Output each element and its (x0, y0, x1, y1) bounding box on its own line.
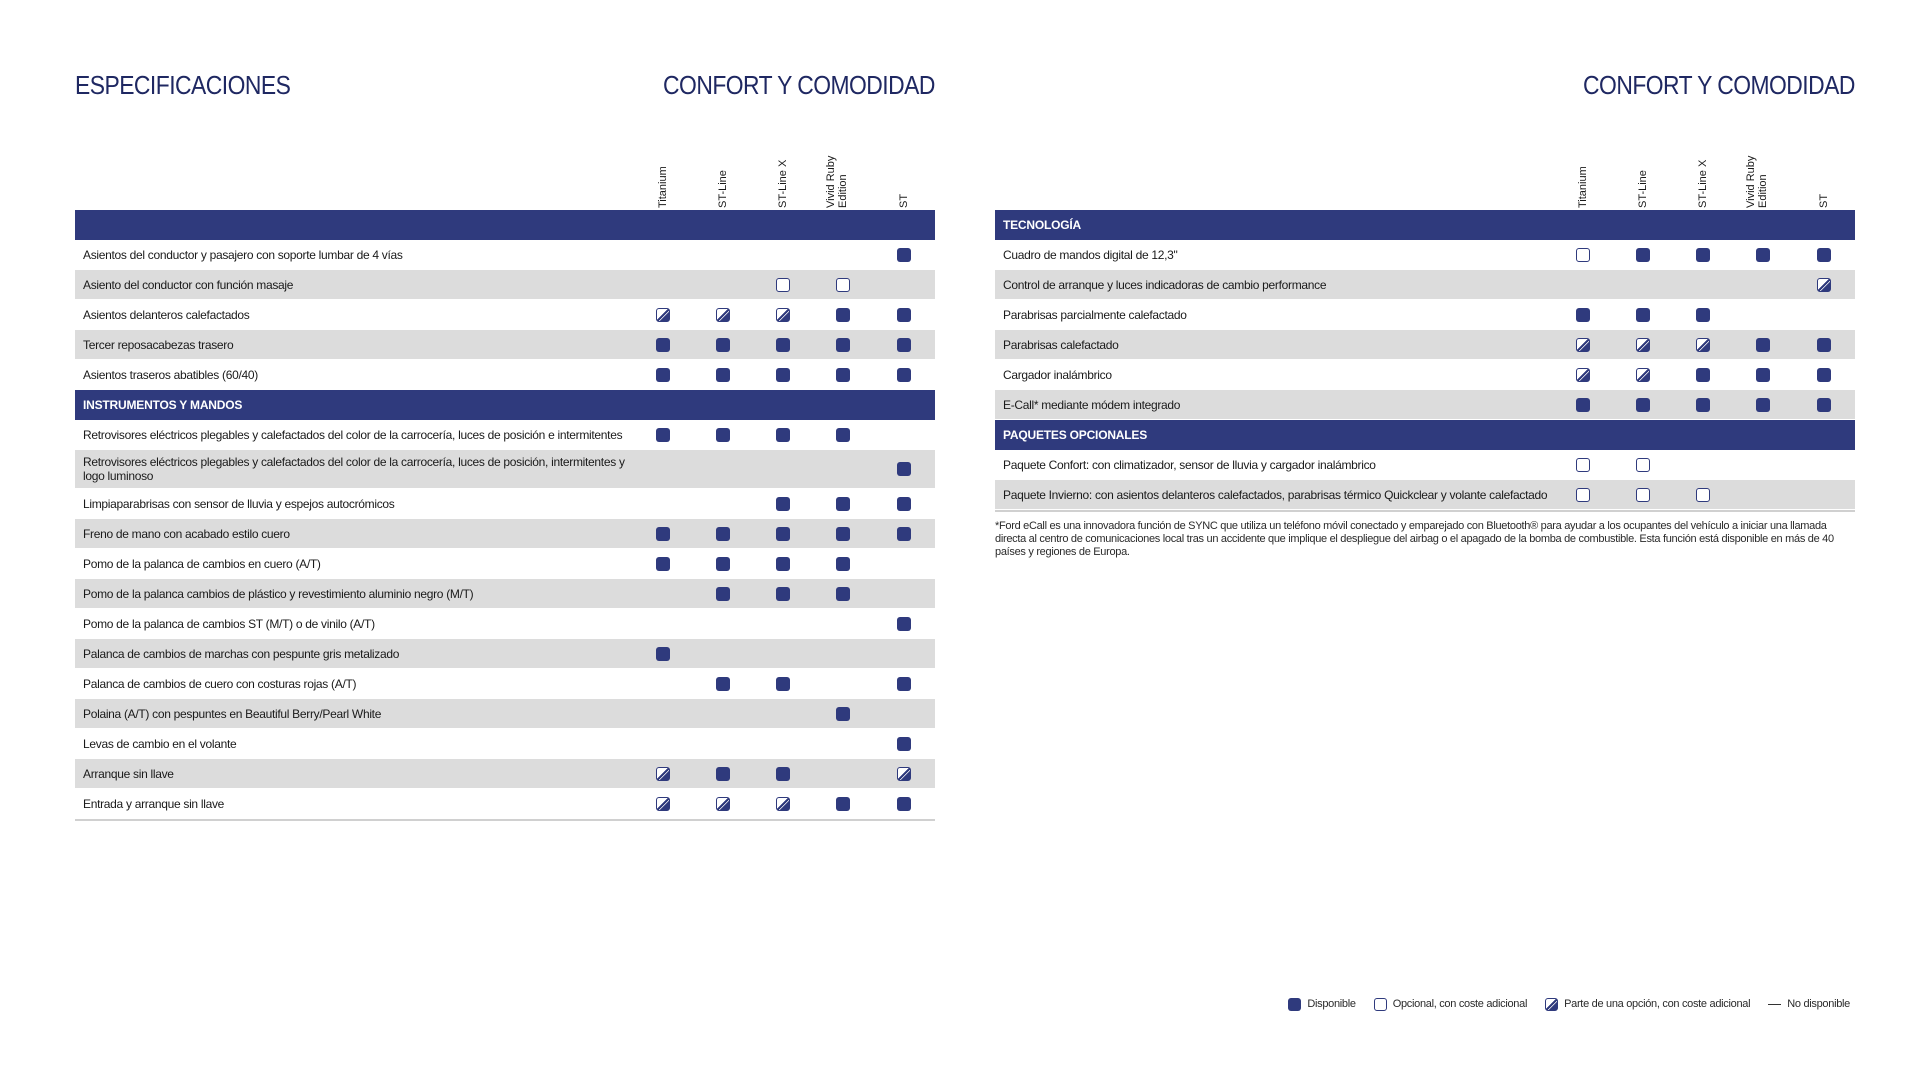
available-mark-icon (656, 428, 670, 442)
row-label: Parabrisas parcialmente calefactado (1003, 307, 1187, 322)
optional-mark-icon (1576, 458, 1590, 472)
legend-package (1545, 998, 1750, 1011)
available-mark-icon (836, 557, 850, 571)
available-mark-icon (716, 338, 730, 352)
available-mark-icon (836, 587, 850, 601)
right-heading-row (995, 70, 1855, 110)
column-header-label: ST-Line X (777, 159, 789, 208)
section-band: TECNOLOGÍA (995, 210, 1855, 240)
package-mark-icon (1636, 338, 1650, 352)
row-label: Limpiaparabrisas con sensor de lluvia y espejos autocrómicos (83, 496, 395, 511)
available-mark-icon (1576, 398, 1590, 412)
package-mark-icon (776, 797, 790, 811)
column-header (825, 148, 851, 208)
package-mark-icon (1545, 998, 1558, 1011)
available-mark-icon (1636, 308, 1650, 322)
available-mark-icon (836, 338, 850, 352)
available-mark-icon (897, 497, 911, 511)
row-label: Polaina (A/T) con pespuntes en Beautiful Berry/Pearl White (83, 706, 382, 721)
available-mark-icon (1636, 398, 1650, 412)
column-headers-left (75, 148, 935, 208)
row-label: Asientos delanteros calefactados (83, 307, 250, 322)
available-mark-icon (897, 737, 911, 751)
available-mark-icon (776, 497, 790, 511)
available-mark-icon (656, 557, 670, 571)
available-mark-icon (897, 527, 911, 541)
available-mark-icon (716, 677, 730, 691)
legend-available-label: Disponible (1307, 998, 1356, 1010)
available-mark-icon (776, 527, 790, 541)
table-row (995, 240, 1855, 270)
available-mark-icon (836, 428, 850, 442)
column-header (1816, 148, 1832, 208)
legend-na-label: No disponible (1787, 998, 1850, 1010)
column-header-label: Titanium (1577, 166, 1589, 208)
table-row (995, 270, 1855, 300)
section-band: PAQUETES OPCIONALES (995, 420, 1855, 450)
available-mark-icon (836, 797, 850, 811)
row-label: Levas de cambio en el volante (83, 736, 237, 751)
available-mark-icon (836, 527, 850, 541)
column-header (655, 148, 671, 208)
column-header-label: ST-Line X (1697, 159, 1709, 208)
table-row (995, 450, 1855, 480)
table-row (75, 579, 935, 609)
column-header (896, 148, 912, 208)
table-row (995, 300, 1855, 330)
table-row (75, 639, 935, 669)
row-label: Retrovisores eléctricos plegables y calefactados del color de la carrocería, luces de posición, intermitentes y logo luminoso (83, 455, 625, 483)
available-mark-icon (897, 677, 911, 691)
legend-available (1288, 998, 1355, 1011)
legend-optional-label: Opcional, con coste adicional (1392, 998, 1528, 1010)
available-mark-icon (776, 587, 790, 601)
available-mark-icon (897, 248, 911, 262)
legend-not-available (1768, 998, 1850, 1011)
available-mark-icon (836, 707, 850, 721)
column-header (1745, 148, 1771, 208)
table-row (75, 549, 935, 579)
row-label: E-Call* mediante módem integrado (1003, 397, 1181, 412)
row-label: Control de arranque y luces indicadoras de cambio performance (1003, 277, 1327, 292)
column-header (715, 148, 731, 208)
available-mark-icon (836, 497, 850, 511)
row-label: Tercer reposacabezas trasero (83, 337, 234, 352)
table-row (75, 519, 935, 549)
available-mark-icon (1817, 398, 1831, 412)
table-bottom-rule (75, 819, 935, 821)
available-mark-icon (1636, 248, 1650, 262)
row-label: Pomo de la palanca de cambios ST (M/T) o de vinilo (A/T) (83, 616, 375, 631)
row-label: Arranque sin llave (83, 766, 174, 781)
available-mark-icon (897, 617, 911, 631)
table-row (75, 609, 935, 639)
table-row (995, 360, 1855, 390)
table-row (995, 390, 1855, 420)
column-header (1575, 148, 1591, 208)
table-row (75, 699, 935, 729)
package-mark-icon (656, 767, 670, 781)
column-header (1695, 148, 1711, 208)
package-mark-icon (897, 767, 911, 781)
column-header-label: ST-Line (1637, 170, 1649, 208)
page-title: ESPECIFICACIONES (75, 70, 291, 100)
column-header-label: Titanium (657, 166, 669, 208)
table-bottom-rule (995, 510, 1855, 512)
column-header-label: ST (1818, 193, 1830, 208)
available-mark-icon (1756, 248, 1770, 262)
column-header-label: ST (898, 193, 910, 208)
available-mark-icon (776, 767, 790, 781)
available-mark-icon (776, 557, 790, 571)
table-row (75, 420, 935, 450)
legend-package-label: Parte de una opción, con coste adicional (1564, 998, 1751, 1010)
not-available-mark-icon (1768, 998, 1781, 1011)
table-row (75, 729, 935, 759)
table-row (75, 300, 935, 330)
available-mark-icon (1756, 368, 1770, 382)
optional-mark-icon (1374, 998, 1387, 1011)
legend-optional (1374, 998, 1527, 1011)
column-headers-right (995, 148, 1855, 208)
available-mark-icon (776, 338, 790, 352)
ecall-footnote: *Ford eCall es una innovadora función de SYNC que utiliza un teléfono móvil conectado y emparejado con Bluetooth® para ayudar a los ocupantes del vehículo a iniciar una llamada directa al centro de comunicaciones local tras un accidente que implique el despliegue del airbag o el apagado de la bomba de combustible. Esta función está disponible en más de 40 países y regiones de Europa. (995, 520, 1834, 558)
table-row (75, 489, 935, 519)
available-mark-icon (1696, 248, 1710, 262)
optional-mark-icon (1696, 488, 1710, 502)
row-label: Asiento del conductor con función masaje (83, 277, 294, 292)
column-header-label: Vivid Ruby Edition (825, 155, 849, 208)
row-label: Cuadro de mandos digital de 12,3" (1003, 247, 1178, 262)
available-mark-icon (897, 308, 911, 322)
available-mark-icon (776, 677, 790, 691)
row-label: Asientos del conductor y pasajero con soporte lumbar de 4 vías (83, 247, 403, 262)
row-label: Cargador inalámbrico (1003, 367, 1112, 382)
row-label: Pomo de la palanca de cambios en cuero (A/T) (83, 556, 321, 571)
available-mark-icon (1817, 248, 1831, 262)
table-row (75, 330, 935, 360)
row-label: Paquete Invierno: con asientos delanteros calefactados, parabrisas térmico Quickclear y volante calefactado (1003, 487, 1548, 502)
row-label: Freno de mano con acabado estilo cuero (83, 526, 290, 541)
optional-mark-icon (1576, 248, 1590, 262)
left-heading-row (75, 70, 935, 110)
available-mark-icon (656, 338, 670, 352)
package-mark-icon (776, 308, 790, 322)
available-mark-icon (1696, 308, 1710, 322)
package-mark-icon (1576, 338, 1590, 352)
available-mark-icon (716, 587, 730, 601)
available-mark-icon (1756, 338, 1770, 352)
section-band: INSTRUMENTOS Y MANDOS (75, 390, 935, 420)
table-row (75, 360, 935, 390)
row-label: Parabrisas calefactado (1003, 337, 1119, 352)
package-mark-icon (1636, 368, 1650, 382)
table-row (75, 759, 935, 789)
section-title-right: CONFORT Y COMODIDAD (1583, 70, 1855, 100)
row-label: Pomo de la palanca cambios de plástico y revestimiento aluminio negro (M/T) (83, 586, 474, 601)
optional-mark-icon (1576, 488, 1590, 502)
package-mark-icon (716, 797, 730, 811)
available-mark-icon (1756, 398, 1770, 412)
available-mark-icon (716, 428, 730, 442)
row-label: Palanca de cambios de cuero con costuras rojas (A/T) (83, 676, 357, 691)
available-mark-icon (716, 767, 730, 781)
table-row (75, 789, 935, 819)
available-mark-icon (1696, 398, 1710, 412)
package-mark-icon (1576, 368, 1590, 382)
row-label: Entrada y arranque sin llave (83, 796, 225, 811)
available-mark-icon (897, 368, 911, 382)
available-mark-icon (1817, 338, 1831, 352)
available-mark-icon (1576, 308, 1590, 322)
legend (1288, 994, 1850, 1014)
row-label: Asientos traseros abatibles (60/40) (83, 367, 258, 382)
column-header-label: ST-Line (717, 170, 729, 208)
package-mark-icon (1696, 338, 1710, 352)
table-row (995, 480, 1855, 510)
available-mark-icon (897, 338, 911, 352)
available-mark-icon (716, 368, 730, 382)
package-mark-icon (1817, 278, 1831, 292)
spec-table-right (995, 210, 1855, 512)
section-band (75, 210, 935, 240)
table-row (75, 240, 935, 270)
column-header-label: Vivid Ruby Edition (1745, 155, 1769, 208)
available-mark-icon (776, 428, 790, 442)
available-mark-icon (716, 527, 730, 541)
optional-mark-icon (1636, 488, 1650, 502)
row-label: Retrovisores eléctricos plegables y calefactados del color de la carrocería, luces de posición e intermitentes (83, 427, 623, 442)
package-mark-icon (656, 308, 670, 322)
available-mark-icon (656, 647, 670, 661)
available-mark-icon (776, 368, 790, 382)
table-row (75, 270, 935, 300)
available-mark-icon (1817, 368, 1831, 382)
table-row (75, 669, 935, 699)
available-mark-icon (656, 368, 670, 382)
optional-mark-icon (836, 278, 850, 292)
optional-mark-icon (1636, 458, 1650, 472)
package-mark-icon (656, 797, 670, 811)
row-label: Palanca de cambios de marchas con pespunte gris metalizado (83, 646, 400, 661)
available-mark-icon (897, 462, 911, 476)
available-mark-icon (897, 797, 911, 811)
available-mark-icon (716, 557, 730, 571)
available-mark-icon (836, 308, 850, 322)
available-mark-icon (656, 527, 670, 541)
section-title-left: CONFORT Y COMODIDAD (663, 70, 935, 100)
optional-mark-icon (776, 278, 790, 292)
column-header (1635, 148, 1651, 208)
table-row (995, 330, 1855, 360)
spec-table-left (75, 210, 935, 821)
table-row (75, 450, 935, 489)
column-header (775, 148, 791, 208)
row-label: Paquete Confort: con climatizador, sensor de lluvia y cargador inalámbrico (1003, 457, 1376, 472)
package-mark-icon (716, 308, 730, 322)
available-mark-icon (1288, 998, 1301, 1011)
available-mark-icon (836, 368, 850, 382)
available-mark-icon (1696, 368, 1710, 382)
